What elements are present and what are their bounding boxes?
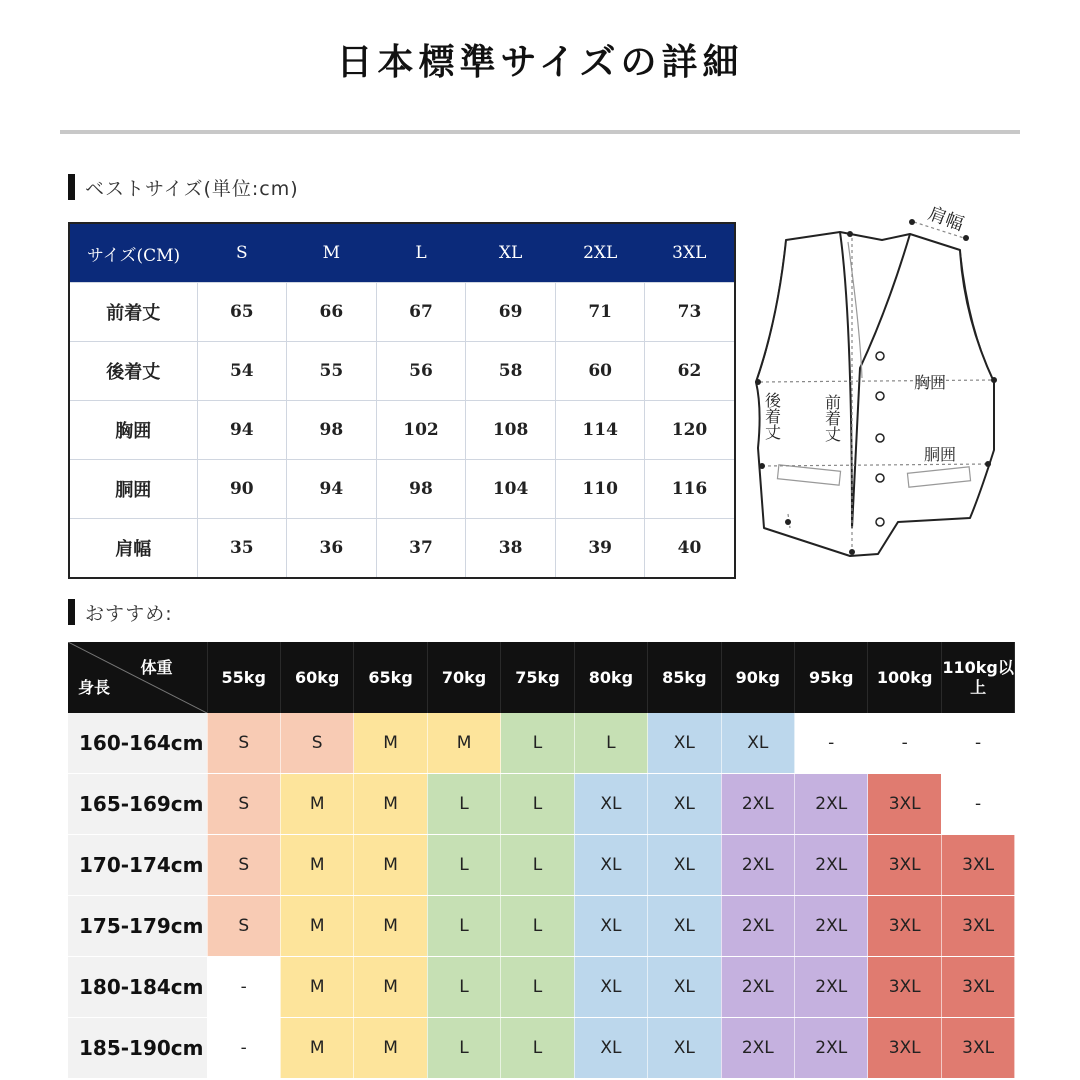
weight-header: 110kg以上	[941, 642, 1014, 713]
recommended-size-cell: L	[501, 774, 574, 835]
corner-cell	[68, 642, 207, 713]
recommended-size-cell: L	[574, 713, 647, 774]
recommended-size-cell: 2XL	[795, 896, 868, 957]
recommended-size-cell: M	[280, 835, 353, 896]
header-size-s: S	[197, 223, 287, 283]
recommended-size-cell: L	[501, 1018, 574, 1079]
size-value-cell: 98	[376, 460, 466, 519]
right-pocket	[907, 467, 970, 487]
vest-button	[876, 352, 884, 360]
recommended-size-cell: M	[280, 774, 353, 835]
recommended-size-cell: XL	[574, 896, 647, 957]
size-value-cell: 69	[466, 283, 556, 342]
height-label: 180-184cm	[68, 957, 207, 1018]
recommended-size-cell: XL	[721, 713, 794, 774]
weight-header: 85kg	[648, 642, 721, 713]
recommended-size-cell: XL	[648, 835, 721, 896]
weight-header: 100kg	[868, 642, 941, 713]
size-value-cell: 67	[376, 283, 466, 342]
recommended-size-cell: S	[207, 835, 280, 896]
label-waist: 胴囲	[924, 445, 957, 464]
recommend-row	[68, 896, 1015, 957]
recommended-size-cell: S	[207, 774, 280, 835]
recommended-size-cell: L	[427, 896, 500, 957]
height-label: 165-169cm	[68, 774, 207, 835]
measure-point	[991, 377, 997, 383]
recommended-size-cell: 3XL	[868, 1018, 941, 1079]
label-back-length: 後着丈	[762, 392, 782, 440]
size-value-cell: 90	[197, 460, 287, 519]
size-value-cell: 40	[645, 519, 735, 579]
height-label: 185-190cm	[68, 1018, 207, 1079]
header-size-label: サイズ(CM)	[69, 223, 197, 283]
size-value-cell: 120	[645, 401, 735, 460]
measure-point	[849, 549, 855, 555]
recommended-size-cell: L	[501, 957, 574, 1018]
size-value-cell: 56	[376, 342, 466, 401]
size-value-cell: 36	[287, 519, 377, 579]
recommended-size-cell: L	[427, 835, 500, 896]
height-label: 175-179cm	[68, 896, 207, 957]
corner-weight-label: 体重	[140, 658, 173, 677]
recommended-size-cell: -	[795, 713, 868, 774]
measure-point	[985, 461, 991, 467]
size-value-cell: 62	[645, 342, 735, 401]
size-value-cell: 58	[466, 342, 556, 401]
section-heading-recommend	[68, 599, 173, 625]
recommended-size-cell: S	[207, 713, 280, 774]
recommended-size-cell: M	[354, 896, 427, 957]
weight-header: 70kg	[427, 642, 500, 713]
size-table-row	[69, 460, 735, 519]
size-value-cell: 65	[197, 283, 287, 342]
measure-point	[755, 379, 761, 385]
recommended-size-cell: M	[280, 957, 353, 1018]
recommended-size-cell: XL	[648, 957, 721, 1018]
recommended-size-cell: 3XL	[868, 774, 941, 835]
label-shoulder: 肩幅	[925, 203, 967, 236]
weight-header: 60kg	[280, 642, 353, 713]
recommended-size-cell: S	[207, 896, 280, 957]
size-value-cell: 66	[287, 283, 377, 342]
size-value-cell: 71	[555, 283, 645, 342]
recommended-size-cell: 3XL	[941, 835, 1014, 896]
size-value-cell: 94	[197, 401, 287, 460]
label-chest: 胸囲	[914, 373, 947, 392]
size-value-cell: 102	[376, 401, 466, 460]
recommended-size-cell: L	[501, 896, 574, 957]
recommended-size-cell: 3XL	[868, 896, 941, 957]
row-label: 肩幅	[69, 519, 197, 579]
weight-header: 80kg	[574, 642, 647, 713]
recommended-size-cell: XL	[648, 774, 721, 835]
row-label: 後着丈	[69, 342, 197, 401]
recommend-row	[68, 835, 1015, 896]
recommended-size-cell: 3XL	[941, 896, 1014, 957]
size-table-row	[69, 283, 735, 342]
size-value-cell: 39	[555, 519, 645, 579]
recommended-size-cell: XL	[574, 774, 647, 835]
header-size-xl: XL	[466, 223, 556, 283]
recommend-row	[68, 774, 1015, 835]
recommended-size-cell: XL	[648, 896, 721, 957]
measure-point	[963, 235, 969, 241]
left-pocket	[777, 465, 840, 485]
recommended-size-cell: M	[354, 774, 427, 835]
row-label: 前着丈	[69, 283, 197, 342]
chest-measure-line	[760, 380, 994, 382]
recommended-size-cell: 3XL	[941, 1018, 1014, 1079]
recommended-size-cell: -	[868, 713, 941, 774]
recommended-size-cell: 2XL	[721, 835, 794, 896]
recommended-size-cell: 2XL	[721, 896, 794, 957]
recommended-size-cell: XL	[574, 1018, 647, 1079]
recommended-size-cell: XL	[574, 957, 647, 1018]
vest-button	[876, 392, 884, 400]
size-value-cell: 35	[197, 519, 287, 579]
size-value-cell: 104	[466, 460, 556, 519]
recommended-size-cell: 2XL	[795, 1018, 868, 1079]
row-label: 胴囲	[69, 460, 197, 519]
recommended-size-cell: L	[501, 713, 574, 774]
vest-button	[876, 518, 884, 526]
weight-header: 65kg	[354, 642, 427, 713]
recommended-size-cell: 3XL	[868, 957, 941, 1018]
size-value-cell: 98	[287, 401, 377, 460]
recommended-size-cell: S	[280, 713, 353, 774]
size-table	[68, 222, 736, 579]
recommended-size-cell: 3XL	[941, 957, 1014, 1018]
recommend-row	[68, 957, 1015, 1018]
measure-point	[847, 231, 853, 237]
label-front-length: 前着丈	[822, 394, 842, 442]
recommended-size-cell: -	[207, 1018, 280, 1079]
size-value-cell: 94	[287, 460, 377, 519]
recommended-size-cell: XL	[648, 1018, 721, 1079]
recommended-size-cell: L	[427, 957, 500, 1018]
measure-point	[909, 219, 915, 225]
size-table-row	[69, 342, 735, 401]
size-value-cell: 110	[555, 460, 645, 519]
recommended-size-cell: 2XL	[721, 1018, 794, 1079]
weight-header: 55kg	[207, 642, 280, 713]
recommended-size-cell: 2XL	[721, 774, 794, 835]
size-table-header	[69, 223, 735, 283]
size-value-cell: 54	[197, 342, 287, 401]
page-title: 日本標準サイズの詳細	[336, 42, 744, 83]
recommended-size-cell: M	[354, 713, 427, 774]
weight-header: 90kg	[721, 642, 794, 713]
size-value-cell: 55	[287, 342, 377, 401]
header-size-3xl: 3XL	[645, 223, 735, 283]
section-marker	[68, 599, 75, 625]
recommended-size-cell: M	[280, 1018, 353, 1079]
size-value-cell: 38	[466, 519, 556, 579]
recommended-size-cell: M	[354, 957, 427, 1018]
recommended-size-cell: 2XL	[721, 957, 794, 1018]
height-label: 160-164cm	[68, 713, 207, 774]
recommend-row	[68, 1018, 1015, 1079]
vest-diagram	[748, 198, 1016, 566]
header-size-l: L	[376, 223, 466, 283]
weight-header: 75kg	[501, 642, 574, 713]
vest-button	[876, 434, 884, 442]
recommended-size-cell: M	[280, 896, 353, 957]
recommended-size-cell: XL	[574, 835, 647, 896]
recommended-size-cell: -	[941, 713, 1014, 774]
row-label: 胸囲	[69, 401, 197, 460]
recommend-table-header	[68, 642, 1015, 713]
size-value-cell: 73	[645, 283, 735, 342]
section-heading-vest-size	[68, 174, 299, 200]
vest-right-armhole	[960, 250, 994, 382]
recommended-size-cell: 2XL	[795, 957, 868, 1018]
recommended-size-cell: XL	[648, 713, 721, 774]
vest-left-armhole	[756, 240, 786, 382]
title-divider	[60, 130, 1020, 134]
recommended-size-cell: 3XL	[868, 835, 941, 896]
recommended-size-cell: L	[427, 1018, 500, 1079]
recommended-size-cell: 2XL	[795, 835, 868, 896]
size-value-cell: 116	[645, 460, 735, 519]
recommended-size-cell: L	[501, 835, 574, 896]
waist-measure-line	[762, 464, 988, 466]
recommended-size-cell: L	[427, 774, 500, 835]
size-value-cell: 114	[555, 401, 645, 460]
weight-header: 95kg	[795, 642, 868, 713]
recommended-size-cell: M	[427, 713, 500, 774]
vest-button	[876, 474, 884, 482]
corner-height-label: 身長	[78, 677, 111, 697]
recommended-size-cell: -	[207, 957, 280, 1018]
height-label: 170-174cm	[68, 835, 207, 896]
section-marker	[68, 174, 75, 200]
size-table-row	[69, 519, 735, 579]
recommended-size-cell: M	[354, 1018, 427, 1079]
recommended-size-cell: M	[354, 835, 427, 896]
recommended-size-cell: -	[941, 774, 1014, 835]
vest-front-opening	[840, 232, 852, 528]
measure-point	[759, 463, 765, 469]
vest-outline	[756, 232, 994, 556]
recommended-size-cell: 2XL	[795, 774, 868, 835]
recommend-row	[68, 713, 1015, 774]
section-heading-text: おすすめ:	[85, 602, 173, 625]
size-value-cell: 37	[376, 519, 466, 579]
recommend-table	[68, 642, 1015, 1079]
size-table-row	[69, 401, 735, 460]
size-value-cell: 108	[466, 401, 556, 460]
header-size-2xl: 2XL	[555, 223, 645, 283]
size-value-cell: 60	[555, 342, 645, 401]
header-size-m: M	[287, 223, 377, 283]
section-heading-text: ベストサイズ(単位:cm)	[85, 177, 299, 200]
measure-point	[785, 519, 791, 525]
